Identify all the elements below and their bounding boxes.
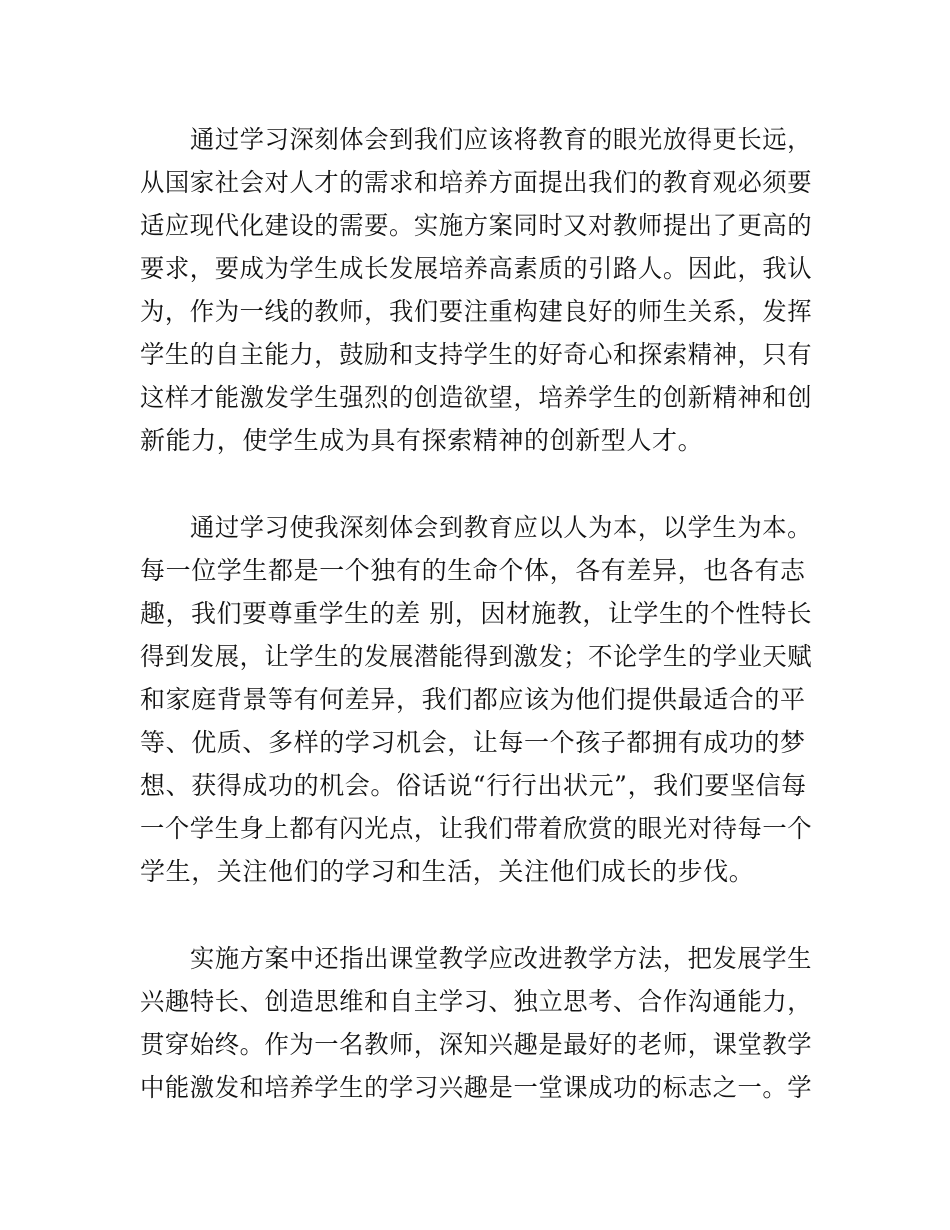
text-line: 要求，要成为学生成长发展培养高素质的引路人。因此，我认 [140,254,813,283]
text-line: 学生的自主能力，鼓励和支持学生的好奇心和探索精神，只有 [140,340,813,369]
text-line: 趣，我们要尊重学生的差 别，因材施教，让学生的个性特长 [140,599,813,628]
text-line: 适应现代化建设的需要。实施方案同时又对教师提出了更高的 [140,211,813,240]
text-line: 实施方案中还指出课堂教学应改进教学方法，把发展学生 [190,944,813,973]
text-line: 学生，关注他们的学习和生活，关注他们成长的步伐。 [140,857,755,886]
text-line: 得到发展，让学生的发展潜能得到激发；不论学生的学业天赋 [140,642,813,671]
text-line: 兴趣特长、创造思维和自主学习、独立思考、合作沟通能力， [140,987,813,1016]
text-line: 贯穿始终。作为一名教师，深知兴趣是最好的老师，课堂教学 [140,1030,813,1059]
text-line: 从国家社会对人才的需求和培养方面提出我们的教育观必须要 [140,168,813,197]
text-line: 中能激发和培养学生的学习兴趣是一堂课成功的标志之一。学 [140,1073,813,1102]
text-line: 每一位学生都是一个独有的生命个体，各有差异，也各有志 [140,556,806,585]
text-line: 通过学习使我深刻体会到教育应以人为本，以学生为本。 [190,513,813,542]
text-line: 通过学习深刻体会到我们应该将教育的眼光放得更长远， [190,125,813,154]
text-line: 为，作为一线的教师，我们要注重构建良好的师生关系，发挥 [140,297,813,326]
text-line: 和家庭背景等有何差异，我们都应该为他们提供最适合的平 [140,685,806,714]
text-line: 这样才能激发学生强烈的创造欲望，培养学生的创新精神和创 [140,383,813,412]
text-line: 想、获得成功的机会。俗话说“行行出状元”，我们要坚信每 [140,771,807,800]
text-line: 等、优质、多样的学习机会，让每一个孩子都拥有成功的梦 [140,728,806,757]
text-line: 新能力，使学生成为具有探索精神的创新型人才。 [140,426,704,455]
text-line: 一个学生身上都有闪光点，让我们带着欣赏的眼光对待每一个 [140,814,813,843]
